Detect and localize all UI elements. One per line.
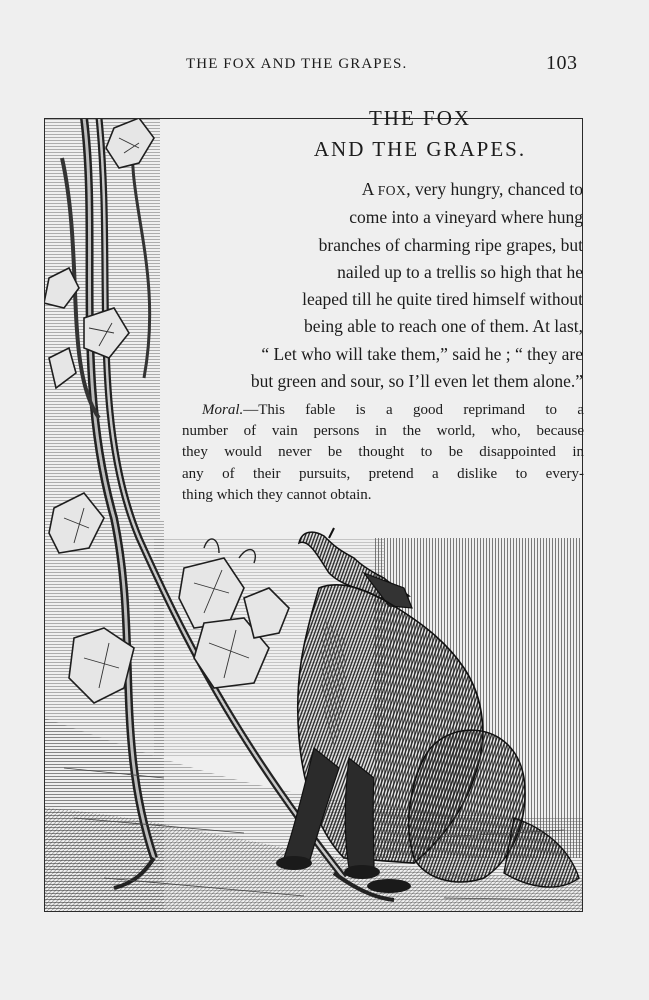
title-line-2: AND THE GRAPES. [313,137,527,161]
page-header [0,52,649,80]
moral-line [182,400,584,421]
moral-line: any of their pursuits, pretend a dislike to every- [182,465,584,482]
fable-line: come into a vineyard where hung [349,207,583,228]
fable-line: “ Let who will take them,” said he ; “ they are [261,343,583,364]
fable-line: nailed up to a trellis so high that he [337,261,583,282]
fable-line: leaped till he quite tired himself without [302,289,583,310]
moral-line: number of vain persons in the world, who, because [182,423,584,440]
moral-line: thing which they cannot obtain. [182,486,372,503]
fable-line: but green and sour, so I’ll even let them alone.” [250,371,583,392]
title-line-1: THE FOX [368,106,472,130]
fable-line-1-rest: , very hungry, chanced to [406,179,583,199]
moral-line: they would never be thought to be disappointed in [182,444,584,461]
fable-line [173,176,583,204]
fable-line: being able to reach one of them. At last, [304,316,583,337]
page-number: 103 [546,52,578,74]
fable-line: branches of charming ripe grapes, but [318,234,583,255]
fable-body [173,176,583,395]
moral-line-1-rest: —This fable is a good reprimand to a [243,402,584,418]
opening-smallcaps: FOX [377,183,407,198]
opening-word: A [361,179,374,199]
moral-label: Moral. [202,402,244,418]
fable-moral [182,400,584,506]
running-title: THE FOX AND THE GRAPES. [186,56,408,72]
fable-title [240,103,600,165]
